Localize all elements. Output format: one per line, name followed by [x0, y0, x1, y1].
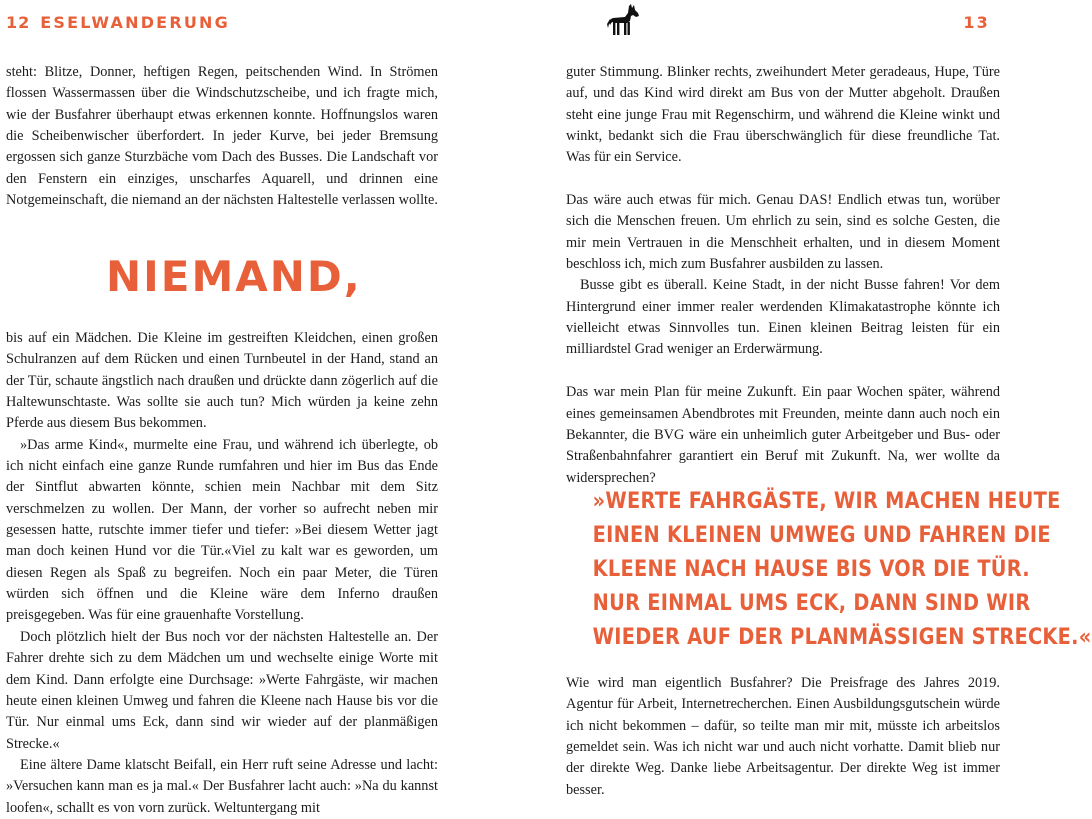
page-number-right: 13 [963, 13, 990, 32]
right-running-head [963, 13, 990, 32]
pull-quote-line: NUR EINMAL UMS ECK, DANN SIND WIR [592, 590, 1031, 616]
pull-quote [592, 484, 1092, 654]
paragraph: bis auf ein Mädchen. Die Kleine im gestreiften Kleidchen, einen großen Schulranzen auf dem Rücken und einen Turnbeutel in der Hand, stand an der Tür, schaute ängstlich nach draußen und drückte dann zögerlich auf die Haltewunschtaste. Was sollte sie auch tun? Mich würden ja keine zehn Pferde aus diesem Bus bekommen. [6, 330, 438, 432]
paragraph: steht: Blitze, Donner, heftigen Regen, peitschenden Wind. In Strömen flossen Wassermassen über die Windschutzscheibe, und ich fragte mich, wie der Busfahrer überhaupt etwas erkennen konnte. Hoffnungslos waren die Scheibenwischer überfordert. In jeder Kurve, bei jeder Bremsung ergossen sich ganze Sturzbäche vom Dach des Busses. Die Landschaft vor den Fenstern ein einziges, unscharfes Aquarell, und drinnen eine Notgemeinschaft, die niemand an der nächsten Haltestelle verlassen wollte. [6, 64, 438, 209]
right-text-top [566, 62, 1000, 489]
pull-quote-line: EINEN KLEINEN UMWEG UND FAHREN DIE [592, 522, 1051, 548]
pull-quote-line: WIEDER AUF DER PLANMÄSSIGEN STRECKE.« [592, 624, 1092, 650]
paragraph: »Das arme Kind«, murmelte eine Frau, und während ich überlegte, ob ich nicht einfach eine ganze Runde rumfahren und hier im Bus das Ende der Sintflut abwarten könnte, schien mein Nachbar mit dem Sitz verschmelzen zu wollen. Der Mann, der vorher so aufrecht neben mir gesessen hatte, rutschte immer tiefer und tiefer: »Bei diesem Wetter jagt man doch keinen Hund vor die Tür.«Viel zu kalt war es geworden, um diesen Regen als Spaß zu begreifen. Noch ein paar Meter, die Türen würden sich öffnen und die Kleine wäre dem Inferno draußen preisgegeben. Was für eine grauenhafte Vorstellung. [6, 436, 438, 624]
pull-quote-line: »WERTE FAHRGÄSTE, WIR MACHEN HEUTE [592, 488, 1061, 514]
paragraph: Busse gibt es überall. Keine Stadt, in der nicht Busse fahren! Vor dem Hintergrund einer immer realer werdenden Klimakatastrophe könnte ich vielleicht etwas Sinnvolles tun. Einen kleinen Beitrag leisten für ein milliardstel Grad weniger an Erderwärmung. [566, 277, 1000, 358]
right-page [560, 0, 1092, 800]
page-number-left: 12 [6, 13, 31, 32]
running-title: ESELWANDERUNG [40, 13, 230, 32]
left-text-top [6, 62, 438, 211]
left-text-bottom [6, 328, 438, 819]
right-text-bottom [566, 673, 1000, 801]
pull-quote-line: KLEENE NACH HAUSE BIS VOR DIE TÜR. [592, 556, 1030, 582]
display-word: NIEMAND, [106, 252, 362, 301]
paragraph: Eine ältere Dame klatscht Beifall, ein Herr ruft seine Adresse und lacht: »Versuchen kann man es ja mal.« Der Busfahrer lacht auch: »Na du kannst loofen«, schallt es von vorn zurück. Weltuntergang mit [6, 756, 438, 816]
left-page [0, 0, 440, 816]
left-running-head [6, 13, 230, 32]
paragraph: Das wäre auch etwas für mich. Genau DAS! Endlich etwas tun, worüber sich die Menschen freuen. Um ehrlich zu sein, sind es solche Gesten, die mir mein Vertrauen in die Menschheit erhalten, und in diesem Moment beschloss ich, mich zum Busfahrer ausbilden zu lassen. [566, 192, 1000, 273]
paragraph: Das war mein Plan für meine Zukunft. Ein paar Wochen später, während eines gemeinsamen Abendbrotes mit Freunden, meinte dann auch noch ein Bekannter, die BVG wäre ein unheimlich guter Arbeitgeber und Bus- oder Straßenbahnfahrer garantiert ein Beruf mit Zukunft. Na, wer wollte da widersprechen? [566, 384, 1000, 486]
paragraph: Doch plötzlich hielt der Bus noch vor der nächsten Haltestelle an. Der Fahrer drehte sich zu dem Mädchen um und wechselte einige Worte mit dem Kind. Dann erfolgte eine Durchsage: »Werte Fahrgäste, wir machen heute einen kleinen Umweg und fahren die Kleene nach Hause bis vor die Tür. Nur einmal ums Eck, dann sind wir wieder auf der planmäßigen Strecke.« [6, 628, 438, 752]
paragraph: guter Stimmung. Blinker rechts, zweihundert Meter geradeaus, Hupe, Türe auf, und das Kind wird direkt am Bus von der Mutter abgeholt. Draußen steht eine junge Frau mit Regenschirm, und während die Kleine winkt und winkt, bedankt sich die Frau überschwänglich für diese freundliche Tat. Was für ein Service. [566, 64, 1000, 166]
paragraph: Wie wird man eigentlich Busfahrer? Die Preisfrage des Jahres 2019. Agentur für Arbeit, Internetrecherchen. Einen Ausbildungsgutschein würde ich nicht bekommen – dafür, so teilte man mir mit, müsste ich arbeitslos gemeldet sein. Was ich nicht war und auch nicht vorhatte. Damit blieb nur der direkte Weg. Danke liebe Arbeitsagentur. Der direkte Weg ist immer besser. [566, 675, 1000, 798]
